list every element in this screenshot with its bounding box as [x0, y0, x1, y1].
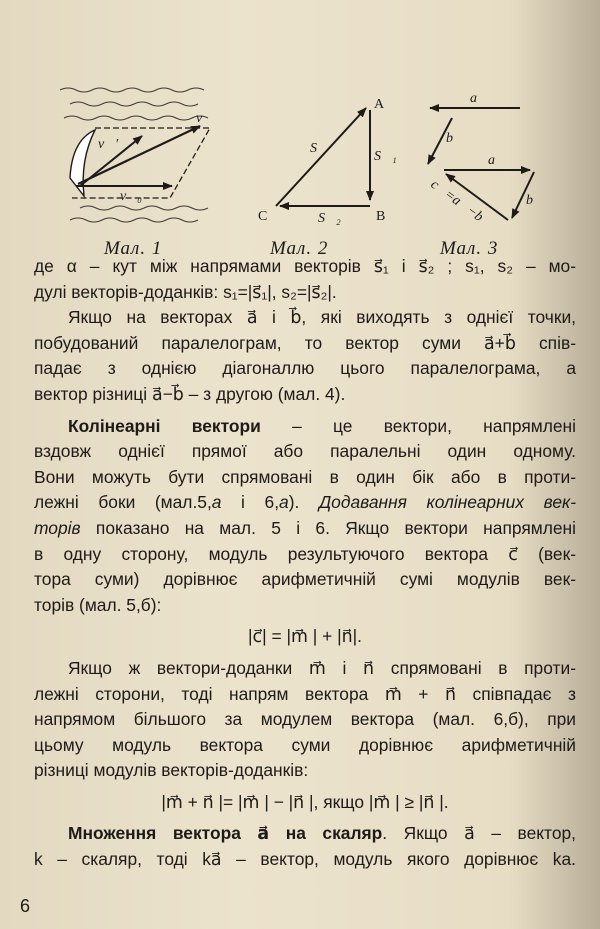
text-line-15: Якщо ж вектори-доданки m⃗ і n⃗ спрямовані в проти-	[68, 657, 576, 678]
figure-1-caption: Мал. 1	[104, 238, 163, 259]
text-line-7	[68, 414, 576, 440]
formula-sum-modulus: |c⃗| = |m⃗ | + |n⃗|.	[248, 626, 362, 647]
term-scalar-multiplication: Множення вектора a⃗ на скаляр	[68, 823, 383, 844]
fig3-label-c: c⃗=a⃗−b⃗	[427, 177, 495, 232]
t10b: а	[211, 492, 222, 513]
fig3-label-a-tri: a⃗	[488, 153, 506, 168]
text-line-20	[68, 821, 576, 847]
figure-2-vector-triangle	[258, 97, 397, 226]
text-line-12: в одну сторону, модуль результуючого вектора c⃗ (век-	[34, 543, 576, 564]
figure-2-caption: Мал. 2	[270, 238, 329, 259]
page-number: 6	[20, 896, 31, 916]
term-collinear-vectors: Колінеарні вектори	[68, 415, 261, 436]
text-line-14: торів (мал. 5,б):	[34, 594, 162, 615]
fig2-label-C: C	[258, 209, 268, 224]
figure-1-boat-velocity	[60, 88, 213, 222]
fig2-label-B: B	[376, 209, 386, 224]
text-line-7-rest: – це вектори, напрямлені	[260, 415, 576, 436]
text-line-10	[34, 490, 576, 516]
fig1-label-v0: v⃗₀	[120, 189, 142, 204]
t10a: лежні боки (мал.5,	[34, 492, 212, 513]
fig2-label-S1: S⃗₁	[374, 149, 397, 164]
text-line-5: падає з однією діагоналлю цього паралелограма, а	[34, 358, 576, 379]
figures-panel	[0, 0, 600, 270]
text-line-17: напрямом більшого за модулем вектора (мал. 6,б), при	[34, 709, 576, 730]
text-line-1: де α – кут між напрямами векторів s⃗₁ і s⃗₂ ; s₁, s₂ – мо-	[34, 256, 576, 276]
figure-3-caption: Мал. 3	[440, 238, 499, 259]
text-line-16: лежні сторони, тоді напрям вектора m⃗ + n⃗ співпадає з	[34, 683, 576, 704]
t11a: торів	[34, 517, 81, 538]
t10e: ).	[288, 492, 319, 513]
fig1-label-v: v⃗	[196, 111, 214, 126]
fig3-label-b-tri: b⃗	[526, 193, 544, 208]
fig3-label-b-top: b⃗	[446, 131, 464, 146]
fig3-label-a-top: a⃗	[470, 91, 488, 106]
text-line-4: побудований паралелограм, то вектор суми a⃗+b⃗ спів-	[34, 332, 576, 353]
fig2-label-S: S⃗	[310, 141, 328, 156]
term-addition-collinear: Додавання колінеарних век-	[318, 492, 577, 513]
t10c: і 6,	[221, 492, 280, 513]
text-line-20-rest: . Якщо a⃗ – вектор,	[382, 823, 576, 844]
fig1-label-v-prime: v⃗′	[98, 137, 119, 152]
formula-difference-modulus: |m⃗ + n⃗ |= |m⃗ | − |n⃗ |, якщо |m⃗ | ≥ |n⃗ |.	[161, 791, 449, 812]
body-text	[34, 254, 577, 873]
text-line-8: вздовж однієї прямої або паралельні один одному.	[34, 441, 576, 462]
text-line-21: k – скаляр, тоді ka⃗ – вектор, модуль якого дорівнює ka.	[34, 849, 576, 870]
text-line-3: Якщо на векторах a⃗ і b⃗, які виходять з однієї точки,	[68, 307, 576, 328]
text-line-6: вектор різниці a⃗−b⃗ – з другою (мал. 4).	[34, 383, 346, 404]
t11b: показано на мал. 5 і 6. Якщо вектори напрямлені	[80, 517, 576, 538]
t10d: а	[279, 492, 289, 513]
figure-3-vector-difference	[428, 91, 544, 231]
text-line-2: дулі векторів-доданків: s₁=|s⃗₁|, s₂=|s⃗₂|.	[34, 281, 337, 302]
text-line-19: різниці модулів векторів-доданків:	[34, 760, 309, 781]
text-line-11	[34, 516, 576, 542]
text-line-9: Вони можуть бути спрямовані в один бік або в проти-	[34, 466, 576, 487]
fig2-label-S2: S⃗₂	[318, 211, 341, 226]
text-line-18: цьому модуль вектора суми дорівнює арифметичній	[34, 734, 576, 755]
text-line-13: тора суми) дорівнює арифметичній сумі модулів век-	[34, 569, 576, 590]
fig2-label-A: A	[374, 97, 385, 112]
